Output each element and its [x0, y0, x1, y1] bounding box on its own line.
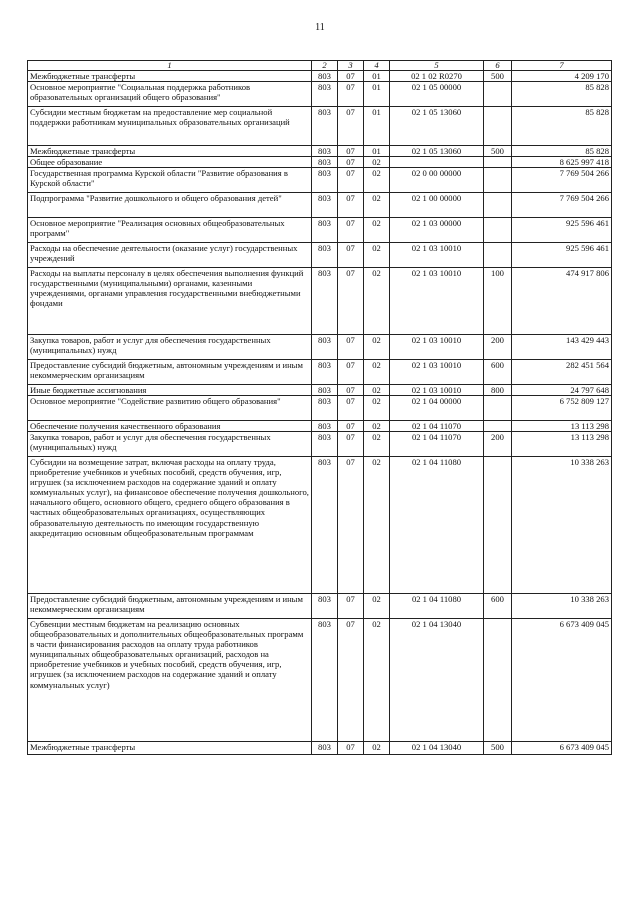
row-subsection-code: 02 [364, 268, 390, 335]
row-name: Предоставление субсидий бюджетным, автономным учреждениям и иным некоммерческим организациям [28, 594, 312, 619]
table-row [28, 82, 612, 107]
row-amount: 8 625 997 418 [512, 157, 612, 168]
row-section-code: 07 [338, 432, 364, 457]
row-expense-type [484, 107, 512, 146]
row-amount: 6 673 409 045 [512, 619, 612, 742]
row-name: Государственная программа Курской области "Развитие образования в Курской области" [28, 168, 312, 193]
row-subsection-code: 02 [364, 742, 390, 755]
row-name: Основное мероприятие "Реализация основных общеобразовательных программ" [28, 218, 312, 243]
row-admin-code: 803 [312, 385, 338, 396]
row-section-code: 07 [338, 193, 364, 218]
row-expense-type: 500 [484, 146, 512, 157]
row-amount: 85 828 [512, 82, 612, 107]
row-section-code: 07 [338, 218, 364, 243]
row-target-article: 02 1 03 10010 [390, 243, 484, 268]
row-expense-type [484, 243, 512, 268]
table-row [28, 421, 612, 432]
row-expense-type [484, 396, 512, 421]
row-subsection-code: 02 [364, 385, 390, 396]
row-section-code: 07 [338, 457, 364, 594]
row-admin-code: 803 [312, 360, 338, 385]
table-row [28, 193, 612, 218]
row-section-code: 07 [338, 71, 364, 82]
row-section-code: 07 [338, 421, 364, 432]
row-name: Основное мероприятие "Социальная поддержка работников образовательных организаций общего образования" [28, 82, 312, 107]
row-section-code: 07 [338, 360, 364, 385]
row-admin-code: 803 [312, 146, 338, 157]
row-admin-code: 803 [312, 218, 338, 243]
row-admin-code: 803 [312, 335, 338, 360]
row-target-article [390, 157, 484, 168]
row-section-code: 07 [338, 82, 364, 107]
row-target-article: 02 1 00 00000 [390, 193, 484, 218]
row-admin-code: 803 [312, 396, 338, 421]
row-amount: 10 338 263 [512, 457, 612, 594]
row-amount: 13 113 298 [512, 432, 612, 457]
table-row [28, 268, 612, 335]
row-target-article: 02 1 05 13060 [390, 107, 484, 146]
header-col-2: 2 [312, 61, 338, 71]
row-subsection-code: 02 [364, 432, 390, 457]
row-expense-type [484, 82, 512, 107]
row-name: Предоставление субсидий бюджетным, автономным учреждениям и иным некоммерческим организациям [28, 360, 312, 385]
row-target-article: 02 1 03 10010 [390, 268, 484, 335]
row-admin-code: 803 [312, 594, 338, 619]
row-expense-type [484, 157, 512, 168]
row-subsection-code: 02 [364, 396, 390, 421]
row-expense-type: 600 [484, 360, 512, 385]
row-subsection-code: 01 [364, 82, 390, 107]
header-col-3: 3 [338, 61, 364, 71]
row-amount: 13 113 298 [512, 421, 612, 432]
row-target-article: 02 1 03 10010 [390, 385, 484, 396]
row-section-code: 07 [338, 619, 364, 742]
row-expense-type [484, 168, 512, 193]
row-subsection-code: 02 [364, 157, 390, 168]
table-row [28, 594, 612, 619]
row-admin-code: 803 [312, 268, 338, 335]
row-amount: 85 828 [512, 146, 612, 157]
row-subsection-code: 02 [364, 360, 390, 385]
row-admin-code: 803 [312, 457, 338, 594]
row-target-article: 02 1 04 11080 [390, 594, 484, 619]
row-section-code: 07 [338, 742, 364, 755]
row-target-article: 02 1 03 00000 [390, 218, 484, 243]
row-expense-type [484, 421, 512, 432]
row-admin-code: 803 [312, 619, 338, 742]
row-amount: 282 451 564 [512, 360, 612, 385]
row-amount: 474 917 806 [512, 268, 612, 335]
row-section-code: 07 [338, 243, 364, 268]
table-row [28, 168, 612, 193]
row-name: Закупка товаров, работ и услуг для обеспечения государственных (муниципальных) нужд [28, 335, 312, 360]
row-subsection-code: 01 [364, 146, 390, 157]
row-amount: 10 338 263 [512, 594, 612, 619]
row-name: Основное мероприятие "Содействие развитию общего образования" [28, 396, 312, 421]
row-name: Субсидии местным бюджетам на предоставление мер социальной поддержки работникам муниципальных образовательных организаций [28, 107, 312, 146]
table-row [28, 157, 612, 168]
row-subsection-code: 02 [364, 619, 390, 742]
row-expense-type [484, 619, 512, 742]
row-admin-code: 803 [312, 243, 338, 268]
row-target-article: 02 1 04 11080 [390, 457, 484, 594]
row-name: Иные бюджетные ассигнования [28, 385, 312, 396]
row-amount: 6 752 809 127 [512, 396, 612, 421]
row-expense-type [484, 457, 512, 594]
row-target-article: 02 1 04 13040 [390, 619, 484, 742]
row-section-code: 07 [338, 335, 364, 360]
row-expense-type: 500 [484, 742, 512, 755]
table-header-row [28, 61, 612, 71]
row-expense-type: 100 [484, 268, 512, 335]
row-expense-type: 200 [484, 335, 512, 360]
header-col-7: 7 [512, 61, 612, 71]
table-row [28, 107, 612, 146]
budget-table [27, 60, 612, 755]
header-col-6: 6 [484, 61, 512, 71]
row-amount: 24 797 648 [512, 385, 612, 396]
row-name: Расходы на обеспечение деятельности (оказание услуг) государственных учреждений [28, 243, 312, 268]
row-subsection-code: 02 [364, 421, 390, 432]
row-target-article: 02 1 02 R0270 [390, 71, 484, 82]
row-admin-code: 803 [312, 107, 338, 146]
row-amount: 4 209 170 [512, 71, 612, 82]
row-admin-code: 803 [312, 168, 338, 193]
row-expense-type [484, 218, 512, 243]
row-target-article: 02 0 00 00000 [390, 168, 484, 193]
header-col-5: 5 [390, 61, 484, 71]
row-target-article: 02 1 04 11070 [390, 421, 484, 432]
row-expense-type: 600 [484, 594, 512, 619]
row-name: Субвенции местным бюджетам на реализацию основных общеобразовательных и дополнительных общеобразовательных программ в части финансирования расходов на оплату труда работников муниципальных общеобразовательных организаций, расходов на приобретение учебников и учебных пособий, средств обучения, игр, игрушек (за исключением расходов на содержание зданий и оплату коммунальных услуг) [28, 619, 312, 742]
row-name: Подпрограмма "Развитие дошкольного и общего образования детей" [28, 193, 312, 218]
row-section-code: 07 [338, 268, 364, 335]
row-amount: 6 673 409 045 [512, 742, 612, 755]
row-name: Межбюджетные трансферты [28, 742, 312, 755]
row-name: Субсидии на возмещение затрат, включая расходы на оплату труда, приобретение учебников и учебных пособий, средств обучения, игр, игрушек (за исключением расходов на содержание зданий и оплату коммунальных услуг), на финансовое обеспечение получения дошкольного, начального общего, основного общего, среднего общего образования в частных общеобразовательных организациях, осуществляющих образовательную деятельность по имеющим государственную аккредитацию основным общеобразовательным программам [28, 457, 312, 594]
table-row [28, 218, 612, 243]
row-subsection-code: 02 [364, 457, 390, 594]
table-row [28, 385, 612, 396]
row-admin-code: 803 [312, 157, 338, 168]
row-section-code: 07 [338, 396, 364, 421]
row-name: Межбюджетные трансферты [28, 146, 312, 157]
header-col-4: 4 [364, 61, 390, 71]
row-section-code: 07 [338, 146, 364, 157]
row-name: Обеспечение получения качественного образования [28, 421, 312, 432]
row-target-article: 02 1 05 13060 [390, 146, 484, 157]
row-section-code: 07 [338, 168, 364, 193]
table-row [28, 432, 612, 457]
row-target-article: 02 1 03 10010 [390, 360, 484, 385]
row-name: Расходы на выплаты персоналу в целях обеспечения выполнения функций государственными (муниципальными) органами, казенными учреждениями, органами управления государственными внебюджетными фондами [28, 268, 312, 335]
row-amount: 7 769 504 266 [512, 168, 612, 193]
row-amount: 85 828 [512, 107, 612, 146]
row-target-article: 02 1 03 10010 [390, 335, 484, 360]
row-admin-code: 803 [312, 193, 338, 218]
row-section-code: 07 [338, 594, 364, 619]
row-subsection-code: 02 [364, 243, 390, 268]
row-target-article: 02 1 04 00000 [390, 396, 484, 421]
row-subsection-code: 02 [364, 335, 390, 360]
row-subsection-code: 01 [364, 71, 390, 82]
row-target-article: 02 1 04 13040 [390, 742, 484, 755]
table-row [28, 360, 612, 385]
row-section-code: 07 [338, 157, 364, 168]
table-row [28, 146, 612, 157]
row-amount: 7 769 504 266 [512, 193, 612, 218]
row-target-article: 02 1 04 11070 [390, 432, 484, 457]
row-amount: 925 596 461 [512, 243, 612, 268]
header-col-1: 1 [28, 61, 312, 71]
row-subsection-code: 01 [364, 107, 390, 146]
page-number: 11 [315, 22, 325, 33]
row-amount: 925 596 461 [512, 218, 612, 243]
row-section-code: 07 [338, 107, 364, 146]
row-name: Межбюджетные трансферты [28, 71, 312, 82]
row-subsection-code: 02 [364, 168, 390, 193]
table-row [28, 335, 612, 360]
table-row [28, 457, 612, 594]
table-body [28, 71, 612, 755]
row-admin-code: 803 [312, 82, 338, 107]
row-expense-type: 200 [484, 432, 512, 457]
row-name: Общее образование [28, 157, 312, 168]
row-subsection-code: 02 [364, 594, 390, 619]
table-row [28, 396, 612, 421]
table-row [28, 619, 612, 742]
table-row [28, 71, 612, 82]
row-admin-code: 803 [312, 421, 338, 432]
row-amount: 143 429 443 [512, 335, 612, 360]
row-subsection-code: 02 [364, 218, 390, 243]
table-row [28, 243, 612, 268]
row-section-code: 07 [338, 385, 364, 396]
row-expense-type [484, 193, 512, 218]
row-admin-code: 803 [312, 71, 338, 82]
row-admin-code: 803 [312, 432, 338, 457]
row-expense-type: 500 [484, 71, 512, 82]
row-subsection-code: 02 [364, 193, 390, 218]
table-row [28, 742, 612, 755]
row-admin-code: 803 [312, 742, 338, 755]
row-expense-type: 800 [484, 385, 512, 396]
row-name: Закупка товаров, работ и услуг для обеспечения государственных (муниципальных) нужд [28, 432, 312, 457]
row-target-article: 02 1 05 00000 [390, 82, 484, 107]
